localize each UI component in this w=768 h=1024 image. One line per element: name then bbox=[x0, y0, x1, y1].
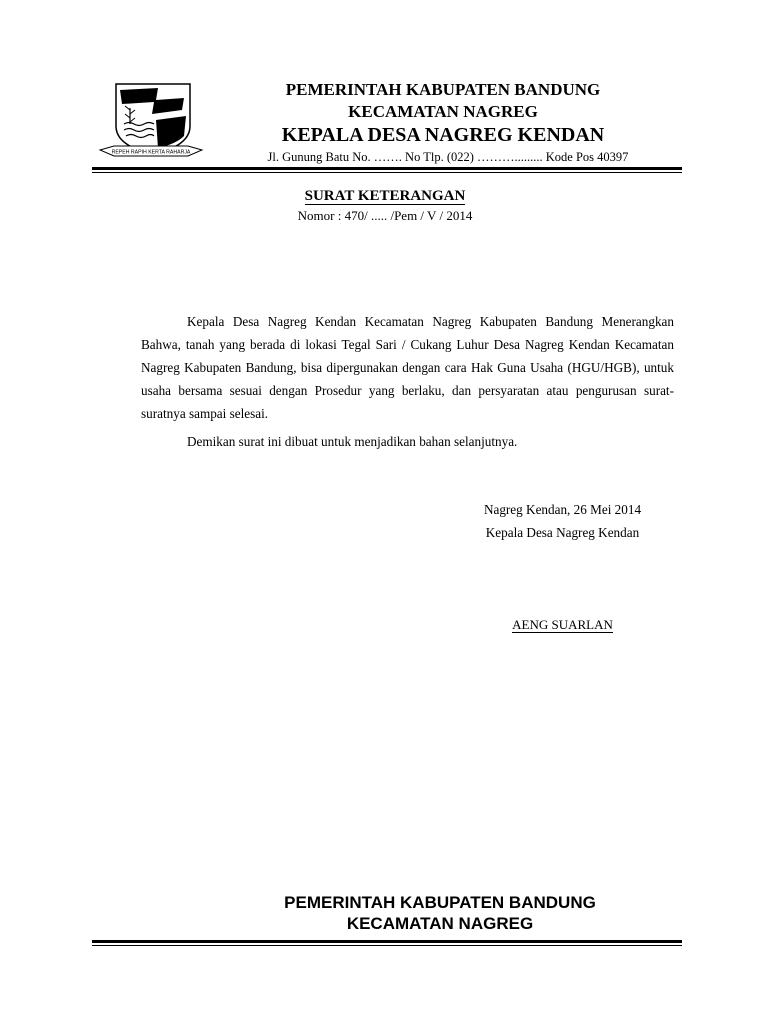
letterhead-district-line: KECAMATAN NAGREG bbox=[348, 102, 538, 121]
header-divider-thin bbox=[92, 172, 682, 173]
document-number: Nomor : 470/ ..... /Pem / V / 2014 bbox=[297, 208, 473, 223]
body-paragraph: Kepala Desa Nagreg Kendan Kecamatan Nagreg Kabupaten Bandung Menerangkan Bahwa, tanah yang berada di lokasi Tegal Sari / Cukang Luhur Desa Nagreg Kendan Kecamatan Nagreg Kabupaten Bandung, bisa dipergunakan dengan cara Hak Guna Usaha (HGU/HGB), untuk usaha bersama sesuai dengan Prosedur yang berlaku, dan persyaratan atau pengurusan surat-suratnya sampai selesai. bbox=[141, 314, 674, 421]
closing-paragraph: Demikan surat ini dibuat untuk menjadikan bahan selanjutnya. bbox=[187, 434, 518, 449]
letterhead-gov-line: PEMERINTAH KABUPATEN BANDUNG bbox=[285, 80, 601, 99]
logo-motto: REPEH RAPIH KERTA RAHARJA bbox=[111, 149, 191, 156]
footer-district-line: KECAMATAN NAGREG bbox=[346, 914, 534, 933]
footer-divider-thick bbox=[92, 940, 682, 943]
letterhead-office-line: KEPALA DESA NAGREG KENDAN bbox=[281, 124, 605, 146]
document-title: SURAT KETERANGAN bbox=[304, 188, 466, 204]
signature-position: Kepala Desa Nagreg Kendan bbox=[485, 525, 640, 540]
header-divider-thick bbox=[92, 167, 682, 170]
signer-name: AENG SUARLAN bbox=[512, 617, 613, 632]
footer-gov-line: PEMERINTAH KABUPATEN BANDUNG bbox=[284, 893, 596, 912]
letterhead-address: Jl. Gunung Batu No. ……. No Tlp. (022) ………......... Kode Pos 40397 bbox=[267, 150, 629, 164]
regency-logo bbox=[96, 80, 206, 162]
signature-place-date: Nagreg Kendan, 26 Mei 2014 bbox=[483, 502, 642, 517]
footer-divider-thin bbox=[92, 945, 682, 946]
